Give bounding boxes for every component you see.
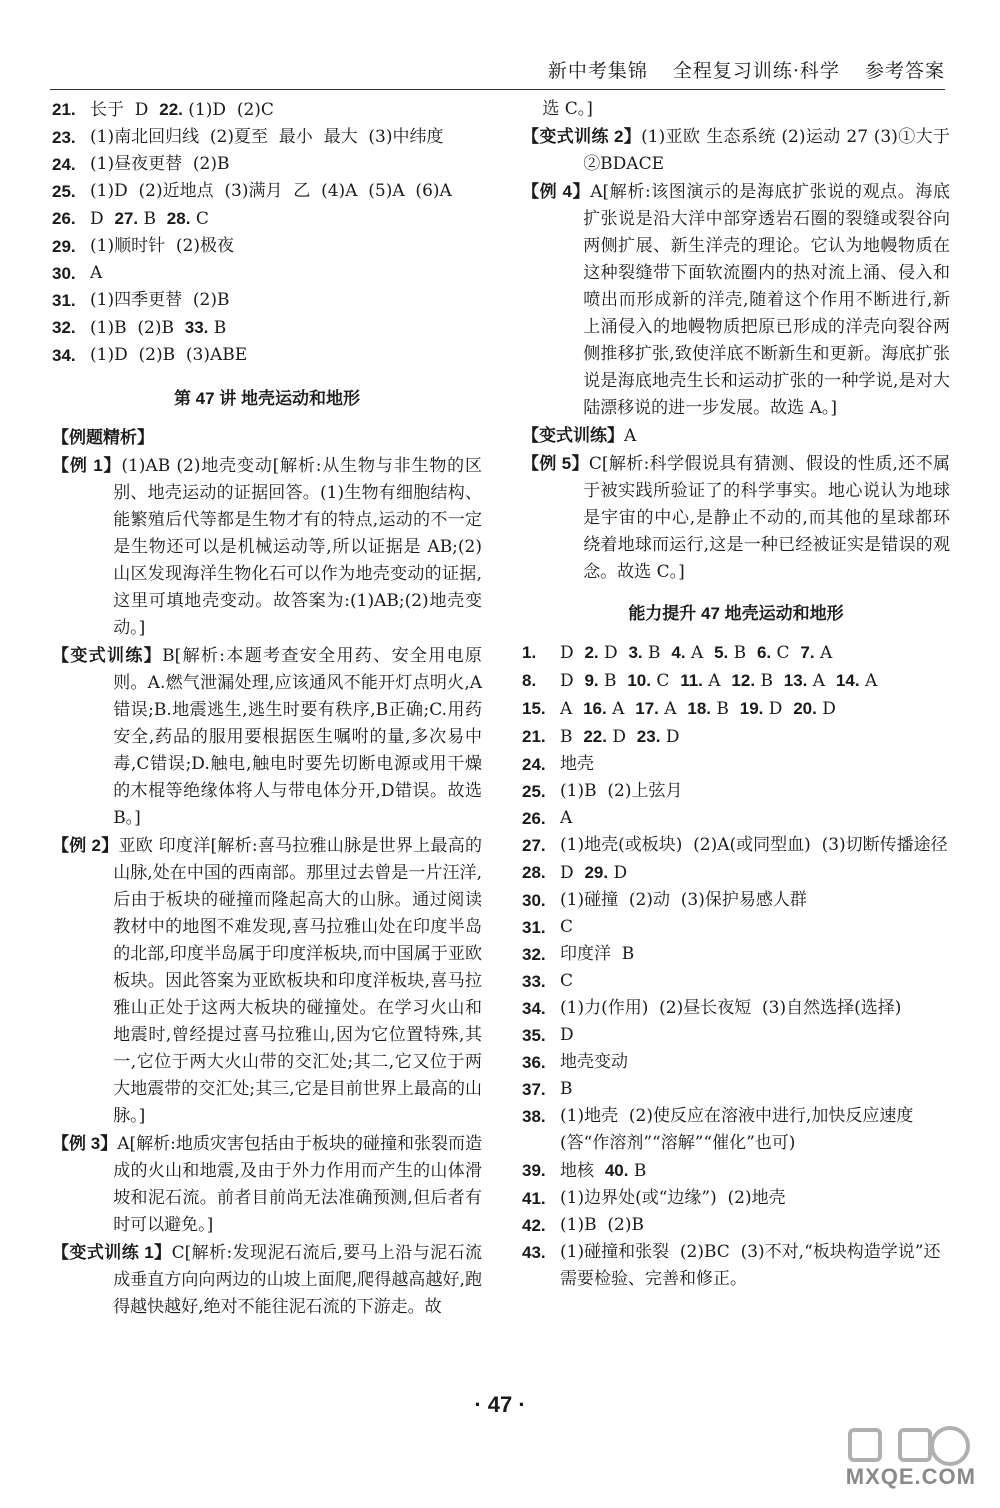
answer-item xyxy=(522,914,950,941)
question-number: 37. xyxy=(522,1080,546,1099)
lecture-title: 第 47 讲 地壳运动和地形 xyxy=(173,389,361,408)
answer-item xyxy=(522,968,950,995)
inline-question-number: 5. xyxy=(714,643,729,662)
answer-text: (1)顺时针 (2)极夜 xyxy=(90,236,234,256)
inline-question-number: 22. xyxy=(583,727,607,746)
inline-question-number: 22. xyxy=(159,100,183,119)
inline-question-number: 6. xyxy=(756,643,772,662)
question-number: 24. xyxy=(522,755,546,774)
example-text: A[解析:该图演示的是海底扩张说的观点。海底扩张说是沿大洋中部穿透岩石圈的裂缝或裂谷向两侧扩展、新生洋壳的理论。它认为地幔物质在这种裂缝带下面软流圈内的热对流上涌、侵入和喷出而形成新的洋壳,随着这个作用不断进行,新上涌侵入的地幔物质把原已形成的洋壳向裂谷两侧推移扩张,致使洋底不断新生和更新。海底扩张说是海底地壳生长和运动扩张的一种学说,是对大陆漂移说的进一步发展。故选 A。] xyxy=(583,182,950,418)
analysis-heading: 【例题精析】 xyxy=(52,428,154,447)
answer-item xyxy=(52,260,482,287)
answer-text: C xyxy=(560,917,574,937)
answer-item xyxy=(522,667,950,695)
page-header xyxy=(50,56,945,90)
answer-item xyxy=(52,314,482,342)
watermark-text: MXQE.COM xyxy=(845,1464,976,1489)
watermark-logo xyxy=(830,1416,980,1496)
example-label: 【变式训练】 xyxy=(52,646,163,665)
answer-item xyxy=(52,287,482,314)
answer-item xyxy=(522,723,950,751)
left-examples-list xyxy=(52,452,482,1321)
answer-item xyxy=(52,342,482,369)
example-label: 【例 4】 xyxy=(522,182,591,201)
answer-text: B xyxy=(560,1079,573,1099)
answer-item xyxy=(522,778,950,805)
question-number: 30. xyxy=(52,264,76,283)
question-number: 42. xyxy=(522,1216,546,1235)
answer-item xyxy=(52,124,482,151)
answer-text: (1)地壳 (2)使反应在溶液中进行,加快反应速度(答“作溶剂”“溶解”“催化”也可) xyxy=(560,1106,914,1153)
answer-item xyxy=(522,1239,950,1293)
answer-text: B 22. D 23. D xyxy=(560,727,680,747)
example-text: (1)亚欧 生态系统 (2)运动 27 (3)①大于 ②BDACE xyxy=(583,127,950,174)
example-label: 【例 5】 xyxy=(522,454,589,473)
question-number: 15. xyxy=(522,699,546,718)
answer-text: D 27. B 28. C xyxy=(90,209,209,229)
question-number: 41. xyxy=(522,1189,546,1208)
inline-question-number: 3. xyxy=(628,643,643,662)
answer-item xyxy=(522,1022,950,1049)
question-number: 27. xyxy=(522,836,546,855)
answer-item xyxy=(522,751,950,778)
inline-question-number: 10. xyxy=(627,671,651,690)
question-number: 39. xyxy=(522,1161,546,1180)
inline-question-number: 4. xyxy=(671,643,686,662)
answer-text: D 29. D xyxy=(560,863,628,883)
answer-text: 印度洋 B xyxy=(560,944,635,964)
answer-text: (1)碰撞 (2)动 (3)保护易感人群 xyxy=(560,890,807,910)
question-number: 28. xyxy=(522,863,546,882)
answer-item xyxy=(52,96,482,124)
inline-question-number: 9. xyxy=(584,671,599,690)
header-book-title: 新中考集锦 xyxy=(547,60,648,82)
inline-question-number: 17. xyxy=(635,699,659,718)
inline-question-number: 23. xyxy=(636,727,661,746)
question-number: 21. xyxy=(522,727,546,746)
answer-text: (1)地壳(或板块) (2)A(或同型血) (3)切断传播途径 xyxy=(560,835,948,855)
answer-text: A xyxy=(560,808,573,828)
example-text: B[解析:本题考查安全用药、安全用电原则。A.燃气泄漏处理,应该通风不能开灯点明火,A错误;B.地震逃生,逃生时要有秩序,B正确;C.用药安全,药品的服用要根据医生嘱咐的量,多次易中毒,C错误;D.触电,触电时要先切断电源或用干燥的木棍等绝缘体将人与带电体分开,D错误。故选 B。] xyxy=(113,646,482,828)
question-number: 36. xyxy=(522,1053,546,1072)
question-number: 34. xyxy=(52,346,76,365)
inline-question-number: 14. xyxy=(835,671,860,690)
inline-question-number: 40. xyxy=(604,1161,629,1180)
question-number: 24. xyxy=(52,155,76,174)
question-number: 33. xyxy=(522,972,546,991)
question-number: 34. xyxy=(522,999,546,1018)
example-item xyxy=(522,450,950,586)
example-text: C[解析:发现泥石流后,要马上沿与泥石流成垂直方向向两边的山坡上面爬,爬得越高越好,跑得越快越好,绝对不能往泥石流的下游走。故 xyxy=(113,1243,482,1317)
question-number: 21. xyxy=(52,100,76,119)
answer-text: C xyxy=(560,971,574,991)
answer-item xyxy=(522,805,950,832)
answer-text: 地壳变动 xyxy=(560,1052,628,1072)
answer-item xyxy=(52,178,482,205)
answer-item xyxy=(522,832,950,859)
header-course-title: 全程复习训练·科学 xyxy=(672,60,840,82)
inline-question-number: 27. xyxy=(114,209,139,228)
question-number: 25. xyxy=(522,782,546,801)
answer-text: (1)力(作用) (2)昼长夜短 (3)自然选择(选择) xyxy=(560,998,902,1018)
answer-text: (1)边界处(或“边缘”) (2)地壳 xyxy=(560,1188,786,1208)
example-text: A[解析:地质灾害包括由于板块的碰撞和张裂而造成的火山和地震,及由于外力作用而产生的山体滑坡和泥石流。前者目前尚无法准确预测,但后者有时可以避免。] xyxy=(113,1134,482,1235)
right-column xyxy=(522,96,950,1293)
right-examples-list xyxy=(522,123,950,586)
answer-text: D 9. B 10. C 11. A 12. B 13. A 14. A xyxy=(560,671,878,691)
answer-text: (1)D (2)近地点 (3)满月 乙 (4)A (5)A (6)A xyxy=(90,181,452,201)
example-item xyxy=(522,123,950,178)
answer-item xyxy=(522,859,950,887)
answer-text: A xyxy=(90,263,103,283)
example-text: (1)AB (2)地壳变动[解析:从生物与非生物的区别、地壳运动的证据回答。(1)生物有细胞结构、能繁殖后代等都是生物才有的特点,运动的不一定是生物还可以是机械运动等,所以证据是 AB;(2)山区发现海洋生物化石可以作为地壳变动的证据,这里可填地壳变动。故答案为:(1)AB;(2)地壳变动。] xyxy=(113,456,482,638)
example-item xyxy=(52,832,482,1130)
example-label: 【例 3】 xyxy=(52,1134,118,1153)
answer-item xyxy=(52,151,482,178)
inline-question-number: 19. xyxy=(739,699,764,718)
question-number: 30. xyxy=(522,891,546,910)
answer-item xyxy=(522,1103,950,1157)
left-column xyxy=(52,96,482,1321)
inline-question-number: 12. xyxy=(731,671,756,690)
answer-text: 地核 40. B xyxy=(560,1161,647,1181)
page-number: · 47 · xyxy=(474,1392,526,1417)
inline-question-number: 28. xyxy=(166,209,191,228)
example-item xyxy=(52,452,482,642)
answer-text: (1)四季更替 (2)B xyxy=(90,290,230,310)
answer-text: (1)D (2)B (3)ABE xyxy=(90,345,248,365)
continued-text: 选 C。] xyxy=(542,99,593,119)
question-number: 31. xyxy=(522,918,546,937)
answer-text: 地壳 xyxy=(560,754,594,774)
answer-text: (1)南北回归线 (2)夏至 最小 最大 (3)中纬度 xyxy=(90,127,444,147)
answer-item xyxy=(522,1049,950,1076)
inline-question-number: 11. xyxy=(680,671,703,690)
answer-text: (1)B (2)B xyxy=(560,1215,644,1235)
question-number: 38. xyxy=(522,1107,546,1126)
example-item xyxy=(52,1239,482,1321)
header-section-title: 参考答案 xyxy=(864,60,945,82)
answer-text: 长于 D 22. (1)D (2)C xyxy=(90,100,274,120)
example-text: 亚欧 印度洋[解析:喜马拉雅山脉是世界上最高的山脉,处在中国的西南部。那里过去曾是一片汪洋,后由于板块的碰撞而隆起高大的山脉。通过阅读教材中的地图不难发现,喜马拉雅山处在印度半岛的北部,印度半岛属于印度洋板块,而中国属于亚欧板块。因此答案为亚欧板块和印度洋板块,喜马拉雅山正处于这两大板块的碰撞处。在学习火山和地震时,曾经提过喜马拉雅山,因为它位置特殊,其一,它位于两大火山带的交汇处;其二,它又位于两大地震带的交汇处;其三,它是目前世界上最高的山脉。] xyxy=(113,836,482,1126)
inline-question-number: 18. xyxy=(687,699,712,718)
example-item xyxy=(52,642,482,832)
answer-item xyxy=(522,695,950,723)
example-item xyxy=(522,178,950,422)
question-number: 1. xyxy=(522,643,537,662)
answers-list-lecture-46 xyxy=(52,96,482,369)
inline-question-number: 33. xyxy=(184,318,209,337)
answers-list-ability-47 xyxy=(522,639,950,1293)
question-number: 29. xyxy=(52,237,76,256)
inline-question-number: 2. xyxy=(584,643,599,662)
answer-text: D 2. D 3. B 4. A 5. B 6. C 7. A xyxy=(560,643,833,663)
question-number: 32. xyxy=(522,945,546,964)
answer-text: (1)碰撞和张裂 (2)BC (3)不对,“板块构造学说”还需要检验、完善和修正。 xyxy=(560,1242,941,1289)
answer-text: (1)B (2)上弦月 xyxy=(560,781,683,801)
answer-item xyxy=(522,887,950,914)
example-text: C[解析:科学假说具有猜测、假设的性质,还不属于被实践所验证了的科学事实。地心说认为地球是宇宙的中心,是静止不动的,而其他的星球都环绕着地球而运行,这是一种已经被证实是错误的观念。故选 C。] xyxy=(583,454,950,582)
example-item xyxy=(52,1130,482,1239)
question-number: 8. xyxy=(522,671,537,690)
answer-item xyxy=(52,233,482,260)
answer-item xyxy=(52,205,482,233)
answer-text: (1)昼夜更替 (2)B xyxy=(90,154,230,174)
example-label: 【例 2】 xyxy=(52,836,119,855)
example-item xyxy=(522,422,950,450)
example-label: 【例 1】 xyxy=(52,456,122,475)
question-number: 31. xyxy=(52,291,76,310)
question-number: 43. xyxy=(522,1243,546,1262)
example-label: 【变式训练 2】 xyxy=(522,127,642,146)
example-text: A xyxy=(624,426,637,446)
answer-item xyxy=(522,1157,950,1185)
question-number: 26. xyxy=(522,809,546,828)
inline-question-number: 29. xyxy=(584,863,609,882)
inline-question-number: 16. xyxy=(583,699,607,718)
question-number: 23. xyxy=(52,128,76,147)
example-label: 【变式训练 1】 xyxy=(52,1243,172,1262)
inline-question-number: 7. xyxy=(800,643,815,662)
answer-item xyxy=(522,1185,950,1212)
example-label: 【变式训练】 xyxy=(522,426,624,445)
answer-text: D xyxy=(560,1025,574,1045)
answer-item xyxy=(522,941,950,968)
question-number: 35. xyxy=(522,1026,546,1045)
question-number: 32. xyxy=(52,318,76,337)
answer-item xyxy=(522,1076,950,1103)
answer-text: A 16. A 17. A 18. B 19. D 20. D xyxy=(560,699,836,719)
answer-item xyxy=(522,995,950,1022)
inline-question-number: 20. xyxy=(793,699,817,718)
inline-question-number: 13. xyxy=(783,671,808,690)
answer-text: (1)B (2)B 33. B xyxy=(90,318,227,338)
question-number: 26. xyxy=(52,209,76,228)
answer-item xyxy=(522,1212,950,1239)
answer-item xyxy=(522,639,950,667)
question-number: 25. xyxy=(52,182,76,201)
ability-title: 能力提升 47 地壳运动和地形 xyxy=(628,604,844,623)
